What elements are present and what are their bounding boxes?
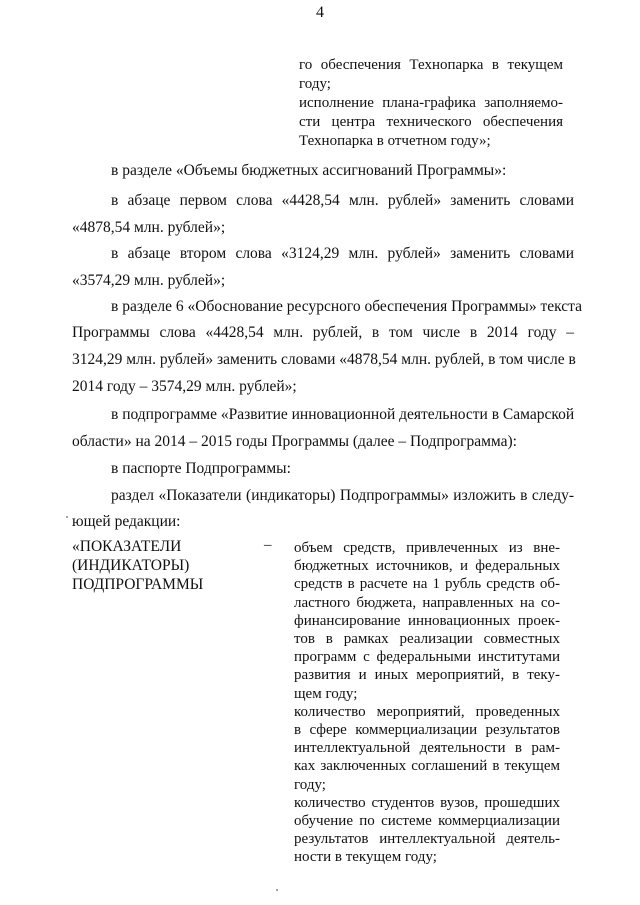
paragraph-line: области» на 2014 – 2015 годы Программы (далее – Подпрограмма): (72, 433, 517, 450)
indicator-line: объем средств, привлеченных из вне- (294, 540, 560, 556)
indicator-line: бюджетных источников, и федеральных (294, 558, 560, 575)
paragraph-line: раздел «Показатели (индикаторы) Подпрограммы» изложить в следу- (111, 487, 574, 504)
paragraph-line: Программы слова «4428,54 млн. рублей, в том числе в 2014 году – (72, 324, 574, 341)
paragraph-line: 2014 году – 3574,29 млн. рублей»; (72, 378, 297, 395)
indicator-line: ластного бюджета, направленных на со- (294, 594, 560, 611)
heading-line: ПОДПРОГРАММЫ (72, 576, 204, 593)
indicator-line: средств в расчете на 1 рубль средств об- (294, 576, 560, 593)
indicator-line: программ с федеральными институтами (294, 649, 560, 666)
indicator-line: ности в текущем году; (294, 849, 437, 866)
indicator-line: количество мероприятий, проведенных (294, 703, 560, 720)
indicator-line: финансирование инновационных проек- (294, 612, 560, 629)
paragraph-line: в абзаце первом слова «4428,54 млн. рублей» заменить словами (111, 192, 574, 209)
paragraph-line: в абзаце втором слова «3124,29 млн. рублей» заменить словами (111, 245, 574, 262)
paragraph-line: 3124,29 млн. рублей» заменить словами «4878,54 млн. рублей, в том числе в (72, 351, 576, 368)
indicators-heading (72, 537, 203, 594)
indicator-line: результатов интеллектуальной деятель- (294, 831, 560, 848)
text-line: Технопарка в отчетном году»; (299, 133, 491, 149)
text-line: го обеспечения Технопарка в текущем (299, 57, 563, 73)
indicator-line: обучение по системе коммерциализации (294, 813, 560, 830)
indicator-line: тов в рамках реализации совместных (294, 631, 560, 648)
paragraph-line: в паспорте Подпрограммы: (111, 460, 291, 477)
paragraph-line: в разделе 6 «Обоснование ресурсного обеспечения Программы» текста (111, 298, 582, 315)
page-number: 4 (316, 4, 324, 21)
indicator-line: в сфере коммерциализации результатов (294, 722, 560, 739)
scan-speck (66, 516, 68, 518)
text-line: году; (299, 76, 331, 92)
indicator-line: ках заключенных соглашений в текущем (294, 758, 560, 775)
paragraph-line: в разделе «Объемы бюджетных ассигнований Программы»: (111, 162, 507, 179)
dash-separator: – (264, 537, 272, 553)
indicator-line: количество студентов вузов, прошедших (294, 794, 560, 811)
heading-line: (ИНДИКАТОРЫ) (72, 557, 190, 574)
text-line: исполнение плана-графика заполняемо- (299, 95, 563, 111)
scan-speck (276, 889, 278, 891)
continued-indicator-text (299, 56, 563, 151)
heading-line: «ПОКАЗАТЕЛИ (72, 538, 182, 555)
indicator-line: году; (294, 776, 326, 793)
indicator-line: щем году; (294, 685, 358, 702)
paragraph-line: ющей редакции: (72, 513, 181, 530)
indicator-line: развития и иных мероприятий, в теку- (294, 667, 560, 684)
paragraph-line: «4878,54 млн. рублей»; (72, 219, 226, 236)
indicators-list (294, 539, 560, 867)
paragraph-line: «3574,29 млн. рублей»; (72, 272, 226, 289)
text-line: сти центра технического обеспечения (299, 114, 563, 130)
indicator-line: интеллектуальной деятельности в рам- (294, 740, 560, 757)
paragraph-line: в подпрограмме «Развитие инновационной деятельности в Самарской (111, 406, 575, 423)
